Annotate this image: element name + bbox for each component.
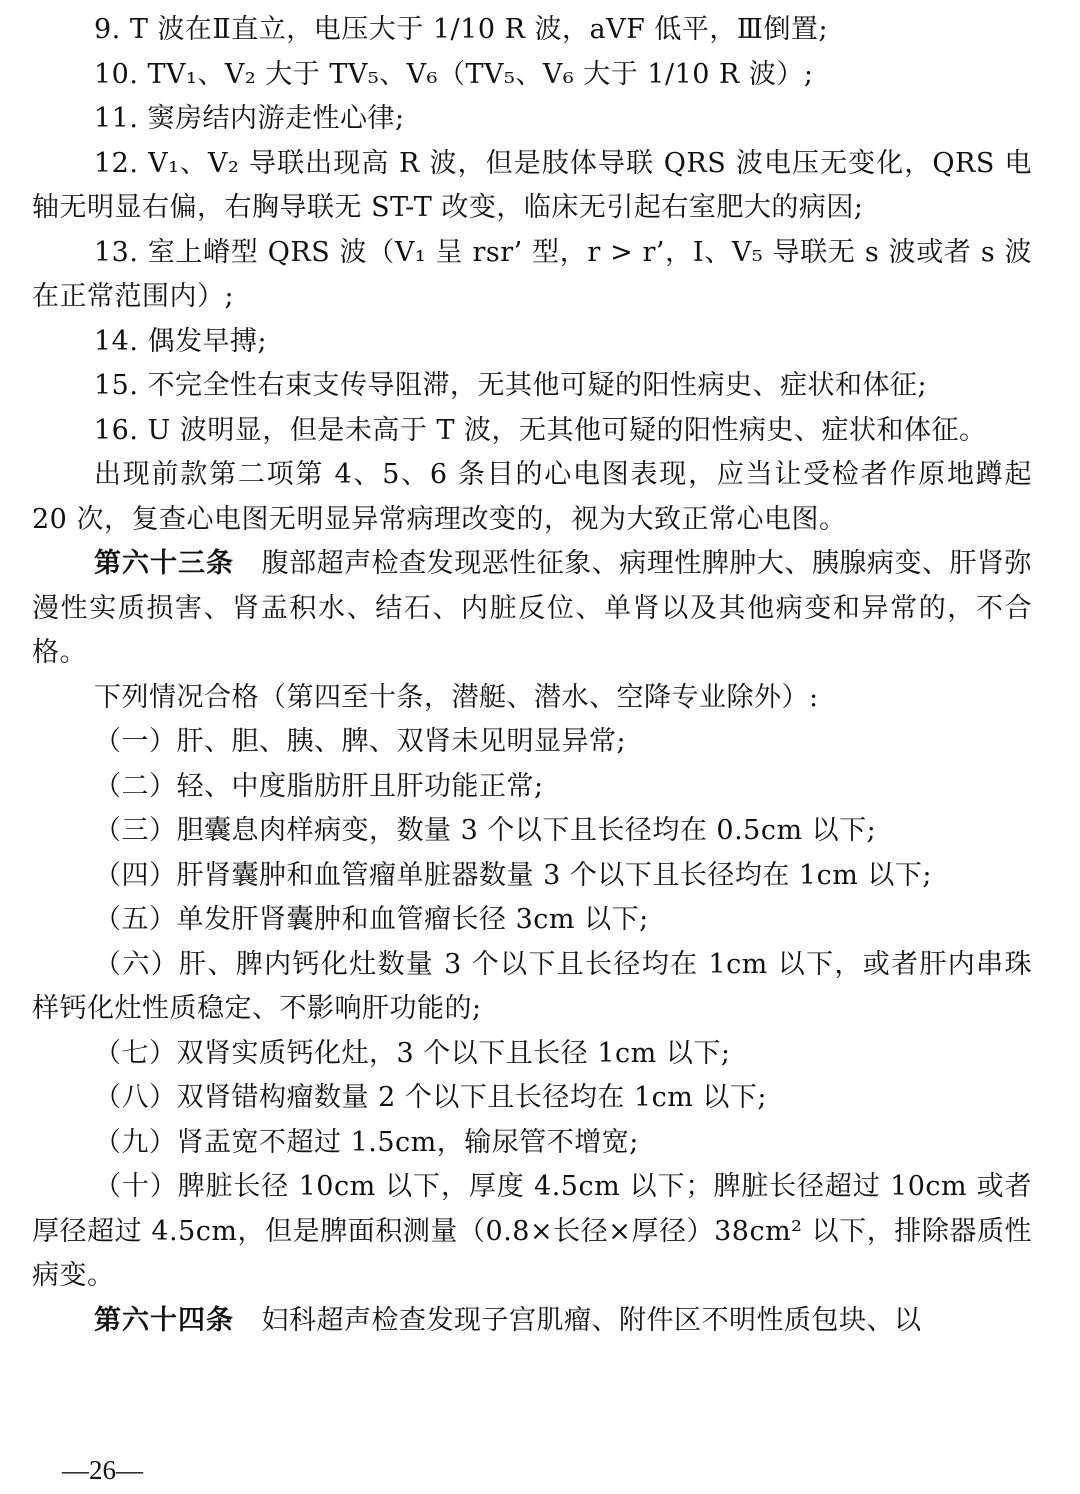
paragraph-item-14: [32, 320, 1032, 365]
paragraph-text: 12. V₁、V₂ 导联出现高 R 波，但是肢体导联 QRS 波电压无变化，QRS 电轴无明显右偏，右胸导联无 ST-T 改变，临床无引起右室肥大的病因;: [32, 147, 1032, 223]
paragraph-text: （六）肝、脾内钙化灶数量 3 个以下且长径均在 1cm 以下，或者肝内串珠样钙化灶性质稳定、不影响肝功能的;: [32, 948, 1032, 1024]
paragraph-item-13: [32, 231, 1032, 320]
paragraph-text: 下列情况合格（第四至十条，潜艇、潜水、空降专业除外）:: [94, 681, 819, 713]
paragraph-text: （四）肝肾囊肿和血管瘤单脏器数量 3 个以下且长径均在 1cm 以下;: [94, 859, 933, 891]
paragraph-item-six: [32, 943, 1032, 1032]
paragraph-text: （七）双肾实质钙化灶，3 个以下且长径 1cm 以下;: [94, 1037, 731, 1069]
article-64: [32, 1299, 1032, 1344]
paragraph-item-two: [32, 765, 1032, 810]
paragraph-item-eight: [32, 1076, 1032, 1121]
paragraph-text: 10. TV₁、V₂ 大于 TV₅、V₆（TV₅、V₆ 大于 1/10 R 波）;: [94, 58, 814, 90]
paragraph-text: （五）单发肝肾囊肿和血管瘤长径 3cm 以下;: [94, 904, 649, 935]
paragraph-text: （八）双肾错构瘤数量 2 个以下且长径均在 1cm 以下;: [94, 1082, 768, 1113]
paragraph-ecg-note: [32, 453, 1032, 542]
paragraph-qualified-intro: [32, 676, 1032, 721]
page-number: —26—: [62, 1455, 143, 1485]
paragraph-item-nine: [32, 1121, 1032, 1166]
article-heading: 第六十三条: [94, 548, 235, 579]
paragraph-text: 15. 不完全性右束支传导阻滞，无其他可疑的阳性病史、症状和体征;: [94, 370, 928, 401]
paragraph-item-three: [32, 809, 1032, 854]
paragraph-item-one: [32, 720, 1032, 765]
paragraph-text: 腹部超声检查发现恶性征象、病理性脾肿大、胰腺病变、肝肾弥漫性实质损害、肾盂积水、结石、内脏反位、单肾以及其他病变和异常的，不合格。: [32, 548, 1033, 668]
paragraph-item-10: [32, 53, 1032, 98]
paragraph-text: 13. 室上嵴型 QRS 波（V₁ 呈 rsr’ 型，r > r’，I、V₅ 导联无 s 波或者 s 波在正常范围内）;: [32, 236, 1032, 312]
paragraph-text: （三）胆囊息肉样病变，数量 3 个以下且长径均在 0.5cm 以下;: [94, 815, 877, 846]
paragraph-text: 出现前款第二项第 4、5、6 条目的心电图表现，应当让受检者作原地蹲起 20 次，复查心电图无明显异常病理改变的，视为大致正常心电图。: [32, 459, 1032, 535]
document-page: [32, 8, 1032, 1343]
paragraph-item-11: [32, 97, 1032, 142]
paragraph-item-five: [32, 898, 1032, 943]
paragraph-item-four: [32, 854, 1032, 899]
paragraph-text: 14. 偶发早搏;: [94, 325, 268, 357]
paragraph-text: （十）脾脏长径 10cm 以下，厚度 4.5cm 以下；脾脏长径超过 10cm 或者厚径超过 4.5cm，但是脾面积测量（0.8×长径×厚径）38cm² 以下，排除器质性病变。: [32, 1171, 1032, 1291]
paragraph-item-15: [32, 364, 1032, 409]
paragraph-item-seven: [32, 1032, 1032, 1077]
article-heading: 第六十四条: [94, 1304, 234, 1336]
paragraph-text: （九）肾盂宽不超过 1.5cm，输尿管不增宽;: [94, 1126, 639, 1158]
paragraph-item-9: [32, 8, 1032, 53]
paragraph-text: （二）轻、中度脂肪肝且肝功能正常;: [94, 770, 544, 802]
paragraph-text: 妇科超声检查发现子宫肌瘤、附件区不明性质包块、以: [234, 1304, 922, 1336]
paragraph-text: 9. T 波在Ⅱ直立，电压大于 1/10 R 波，aVF 低平，Ⅲ倒置;: [94, 14, 829, 45]
article-63: [32, 542, 1032, 676]
paragraph-item-ten: [32, 1165, 1032, 1299]
paragraph-text: （一）肝、胆、胰、脾、双肾未见明显异常;: [94, 726, 627, 757]
paragraph-text: 16. U 波明显，但是未高于 T 波，无其他可疑的阳性病史、症状和体征。: [94, 414, 987, 446]
paragraph-text: 11. 窦房结内游走性心律;: [94, 103, 405, 134]
paragraph-item-12: [32, 142, 1032, 231]
paragraph-item-16: [32, 409, 1032, 454]
